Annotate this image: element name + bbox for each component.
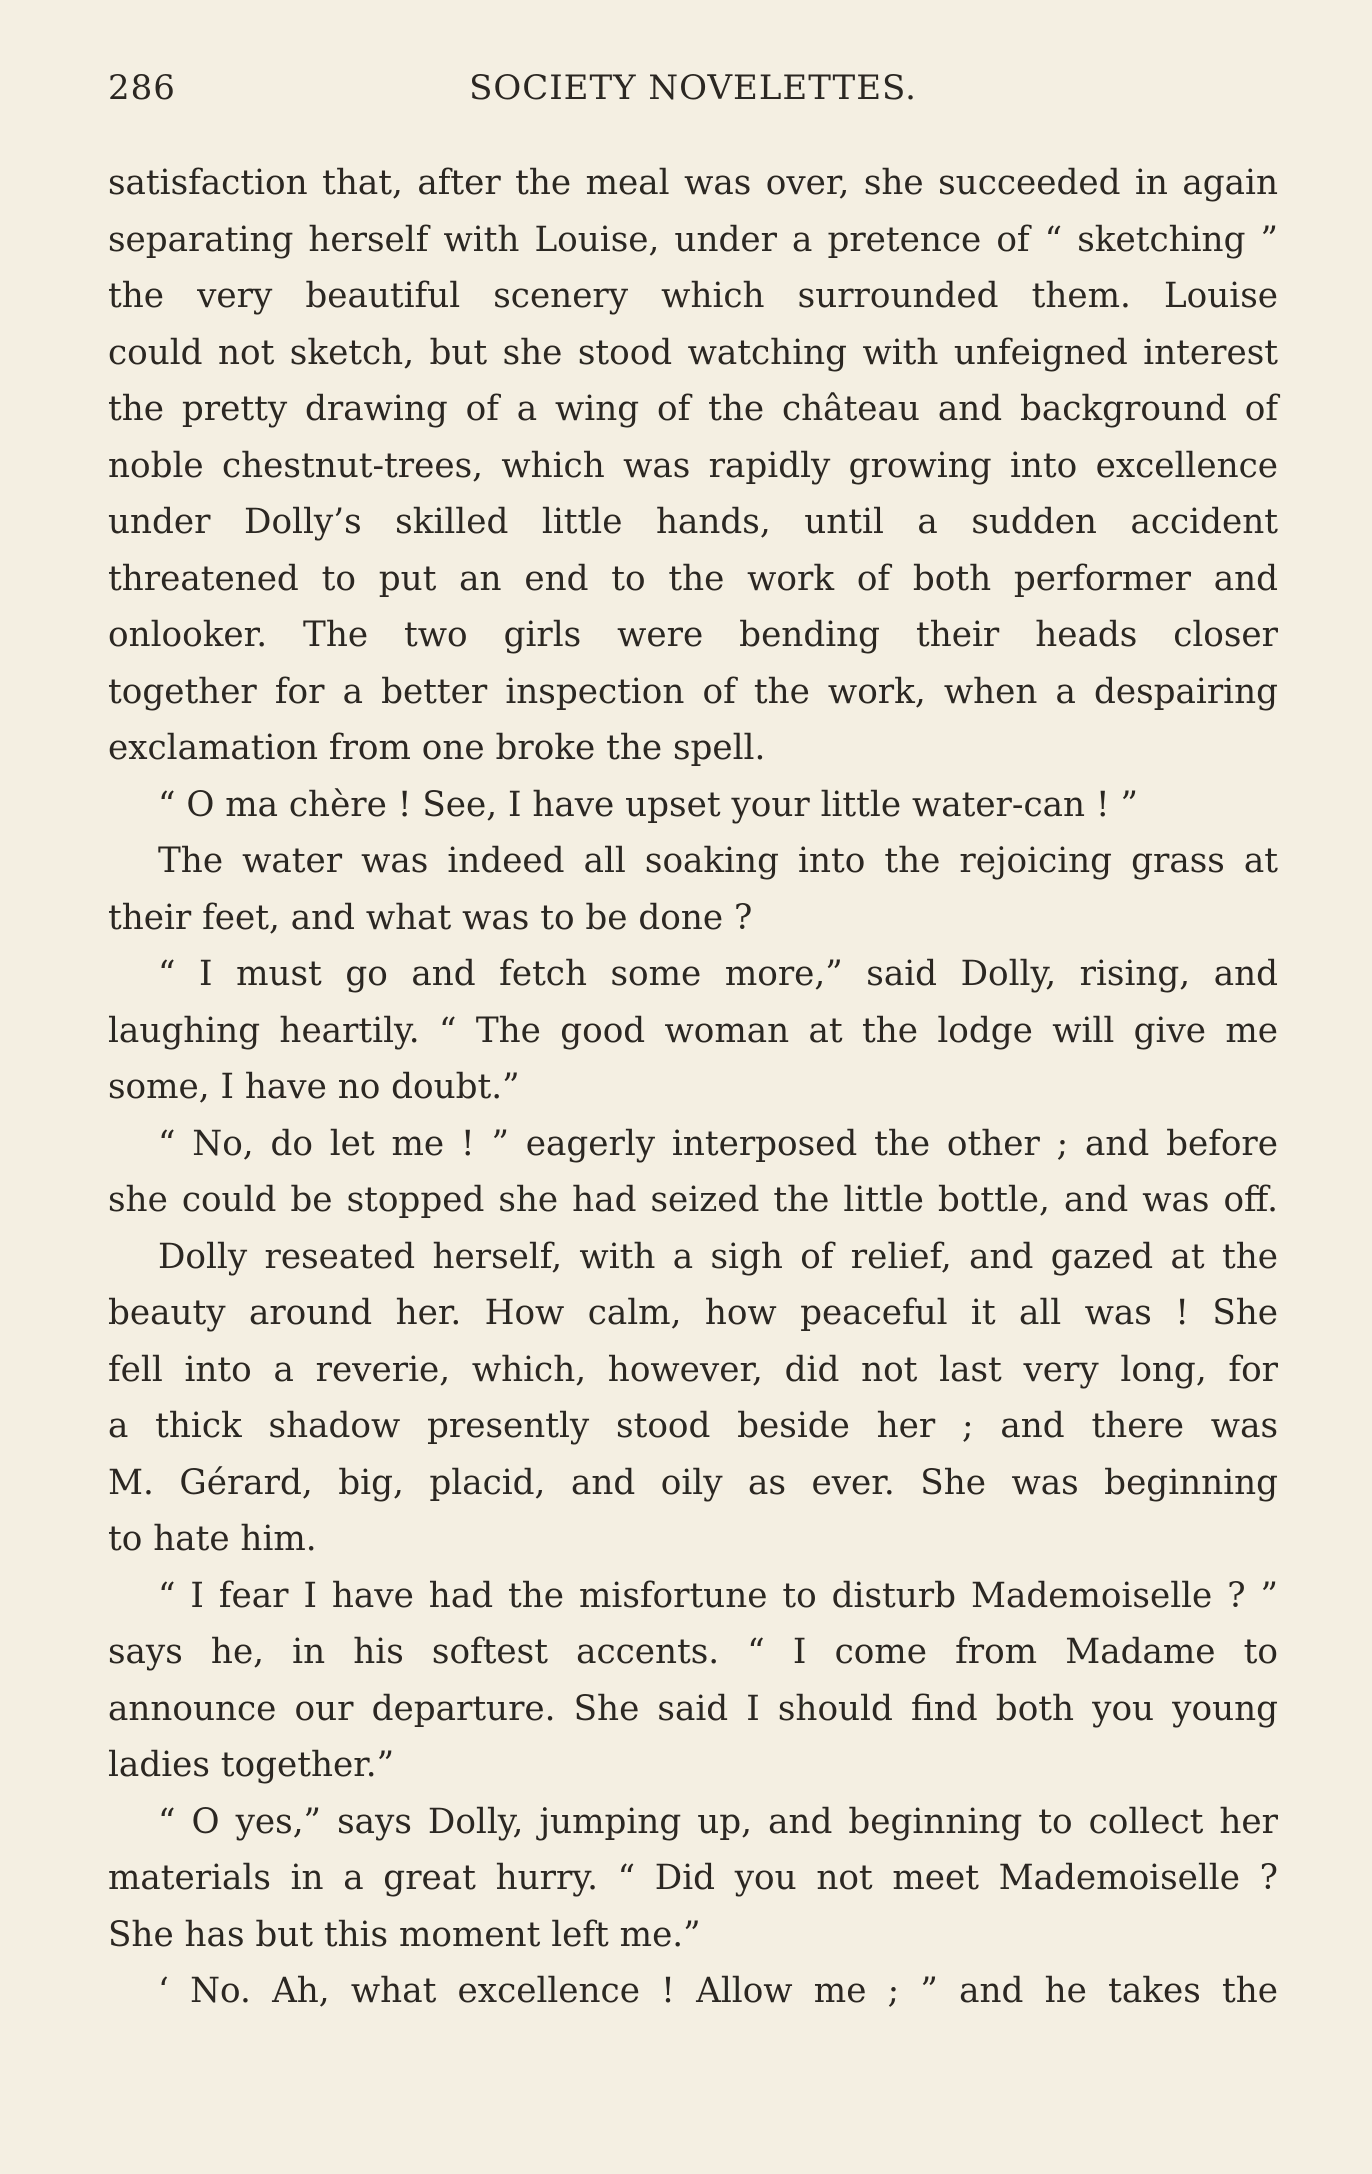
text-line: exclamation from one broke the spell. <box>108 728 766 768</box>
text-line: a thick shadow presently stood beside her ; and there was <box>108 1406 1278 1446</box>
text-line: “ I must go and fetch some more,” said Dolly, rising, and <box>158 954 1278 994</box>
text-line: ladies together.” <box>108 1745 395 1785</box>
running-header <box>108 68 1278 124</box>
text-line: laughing heartily. “ The good woman at the lodge will give me <box>108 1010 1278 1051</box>
text-line: She has but this moment left me.” <box>108 1914 701 1955</box>
text-line: their feet, and what was to be done ? <box>108 897 753 938</box>
text-line: could not sketch, but she stood watching with unfeigned interest <box>108 332 1278 373</box>
text-line: noble chestnut-trees, which was rapidly growing into excellence <box>108 445 1278 486</box>
body-text <box>108 155 1278 2020</box>
text-line: Dolly reseated herself, with a sigh of relief, and gazed at the <box>158 1236 1278 1277</box>
text-line: she could be stopped she had seized the little bottle, and was off. <box>108 1180 1278 1220</box>
text-line: the pretty drawing of a wing of the château and background of <box>108 389 1278 429</box>
text-line: separating herself with Louise, under a pretence of “ sketching ” <box>108 219 1278 260</box>
text-line: under Dolly’s skilled little hands, until a sudden accident <box>108 502 1278 542</box>
text-line: the very beautiful scenery which surrounded them. Louise <box>108 276 1278 316</box>
text-line: “ I fear I have had the misfortune to disturb Mademoiselle ? ” <box>158 1575 1278 1616</box>
running-title: SOCIETY NOVELETTES. <box>469 68 917 108</box>
text-line: some, I have no doubt.” <box>108 1067 520 1107</box>
text-line: materials in a great hurry. “ Did you not meet Mademoiselle ? <box>108 1858 1278 1898</box>
text-line: “ No, do let me ! ” eagerly interposed the other ; and before <box>158 1123 1278 1164</box>
text-line: threatened to put an end to the work of both performer and <box>108 558 1278 599</box>
text-line: says he, in his softest accents. “ I come from Madame to <box>108 1632 1278 1672</box>
page-number: 286 <box>108 68 176 108</box>
text-line: beauty around her. How calm, how peaceful it all was ! She <box>108 1293 1278 1333</box>
text-line: satisfaction that, after the meal was over, she succeeded in again <box>108 163 1278 203</box>
text-line: “ O yes,” says Dolly, jumping up, and beginning to collect her <box>158 1801 1278 1842</box>
text-line: fell into a reverie, which, however, did not last very long, for <box>108 1349 1278 1390</box>
text-line: together for a better inspection of the work, when a despairing <box>108 671 1278 712</box>
text-line: onlooker. The two girls were bending their heads closer <box>108 615 1278 655</box>
text-line: M. Gérard, big, placid, and oily as ever. She was beginning <box>108 1462 1278 1503</box>
text-line: “ O ma chère ! See, I have upset your little water-can ! ” <box>158 784 1138 825</box>
text-line: announce our departure. She said I should find both you young <box>108 1688 1278 1729</box>
text-line: to hate him. <box>108 1519 317 1559</box>
text-line: The water was indeed all soaking into the rejoicing grass at <box>158 841 1278 881</box>
text-line: ‘ No. Ah, what excellence ! Allow me ; ” and he takes the <box>158 1971 1278 2011</box>
